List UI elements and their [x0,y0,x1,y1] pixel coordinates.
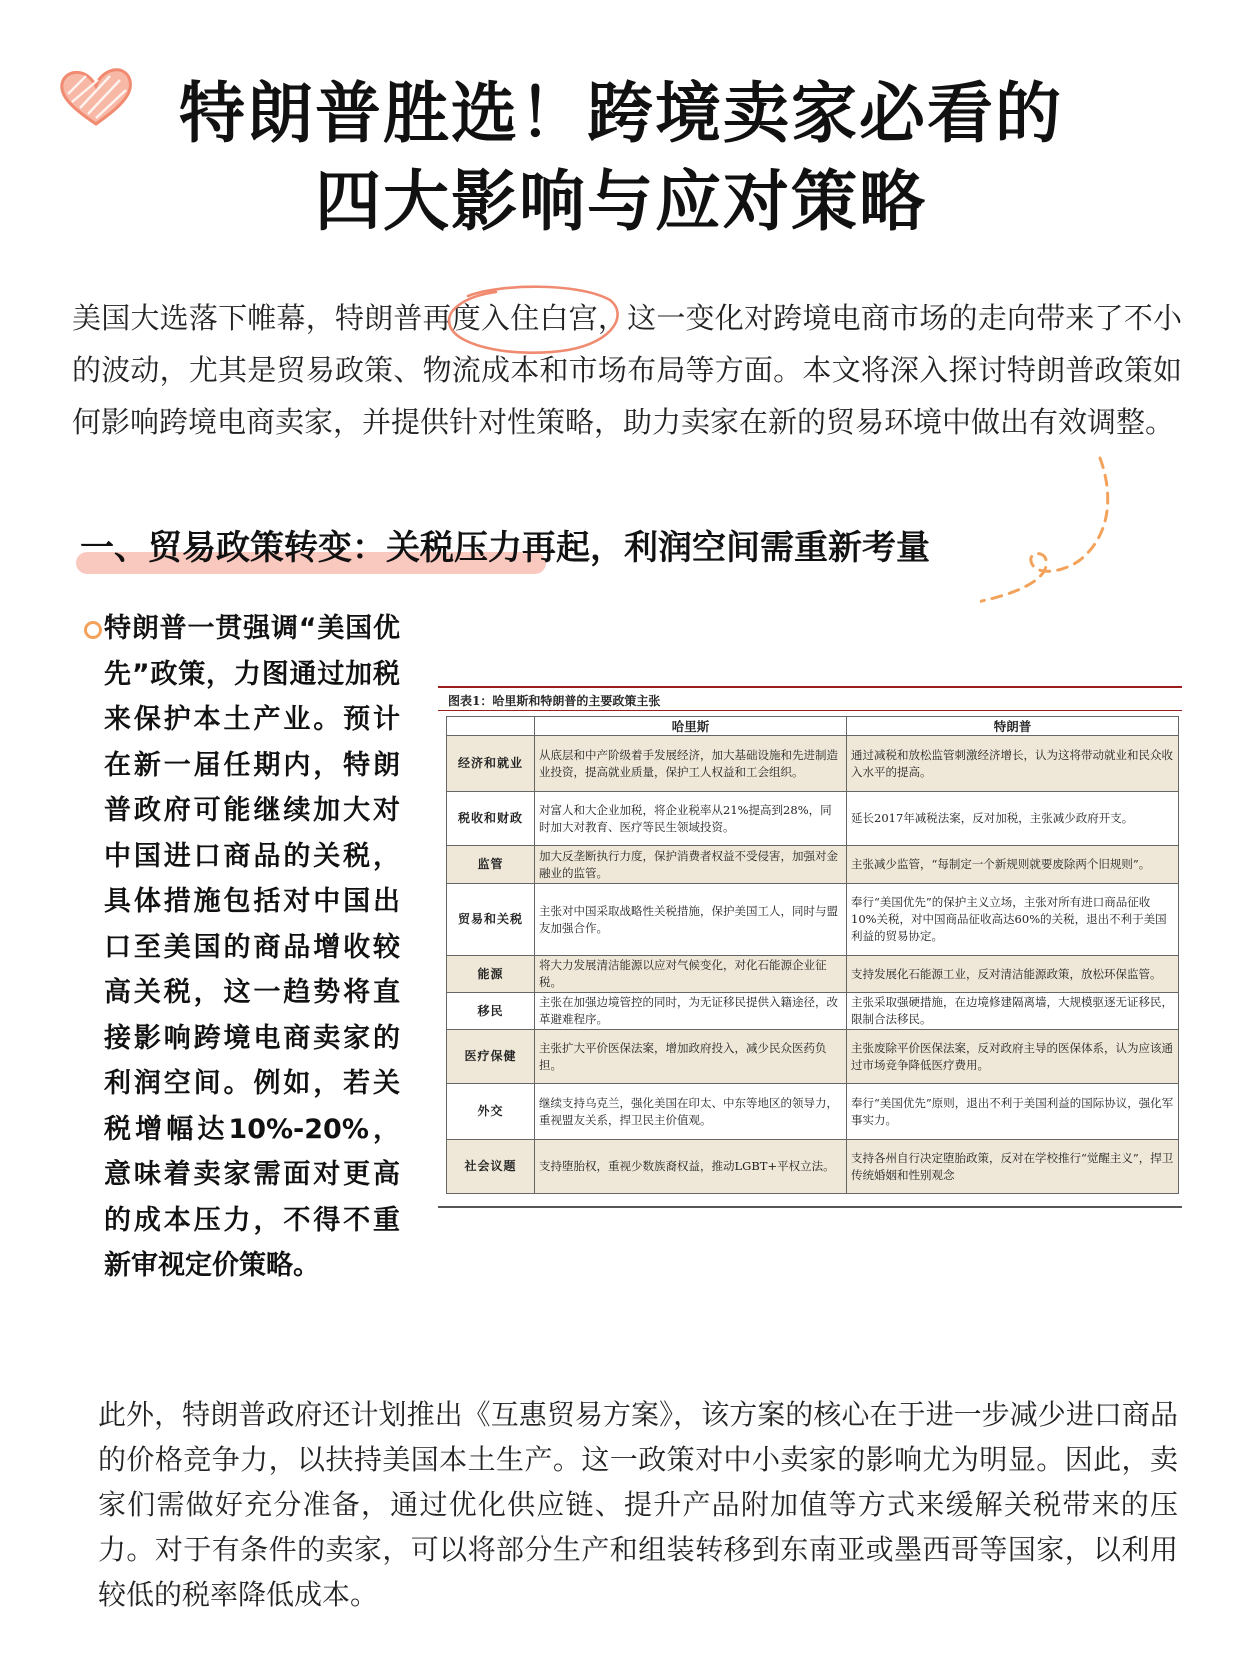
title-line-2: 四大影响与应对策略 [315,163,927,240]
table-caption: 图表1：哈里斯和特朗普的主要政策主张 [448,694,661,708]
table-row [447,1084,1179,1140]
table-cell-harris: 将大力发展清洁能源以应对气候变化，对化石能源企业征税。 [535,956,847,993]
table-cell-trump: 奉行“美国优先”的保护主义立场，主张对所有进口商品征收10%关税，对中国商品征收高达60%的关税，退出不利于美国利益的贸易协定。 [847,884,1179,956]
table-row [447,846,1179,884]
table-cell-harris: 主张扩大平价医保法案，增加政府投入，减少民众医药负担。 [535,1030,847,1084]
table-row [447,736,1179,792]
policy-table-figure [438,686,1182,1216]
table-row [447,792,1179,846]
table-cell-trump: 主张减少监管，“每制定一个新规则就要废除两个旧规则”。 [847,846,1179,884]
table-cell-trump: 支持发展化石能源工业，反对清洁能源政策，放松环保监管。 [847,956,1179,993]
closing-paragraph: 此外，特朗普政府还计划推出《互惠贸易方案》，该方案的核心在于进一步减少进口商品的价格竞争力，以扶持美国本土生产。这一政策对中小卖家的影响尤为明显。因此，卖家们需做好充分准备，通过优化供应链、提升产品附加值等方式来缓解关税带来的压力。对于有条件的卖家，可以将部分生产和组装转移到东南亚或墨西哥等国家，以利用较低的税率降低成本。 [98,1398,1178,1611]
table-cell-trump: 主张采取强硬措施，在边境修建隔离墙，大规模驱逐无证移民，限制合法移民。 [847,993,1179,1030]
table-header-cell [447,717,535,736]
intro-paragraph: 美国大选落下帷幕，特朗普再度入住白宫，这一变化对跨境电商市场的走向带来了不小的波动，尤其是贸易政策、物流成本和市场布局等方面。本文将深入探讨特朗普政策如何影响跨境电商卖家，并提供针对性策略，助力卖家在新的贸易环境中做出有效调整。 [72,301,1182,439]
title-line-1: 特朗普胜选！跨境卖家必看的 [179,75,1063,152]
table-cell-trump: 通过减税和放松监管刺激经济增长，认为这将带动就业和民众收入水平的提高。 [847,736,1179,792]
policy-table [446,716,1179,1194]
table-row [447,1030,1179,1084]
table-cell-trump: 延长2017年减税法案，反对加税，主张减少政府开支。 [847,792,1179,846]
table-cell-category: 经济和就业 [447,736,535,792]
table-row [447,1140,1179,1194]
hand-drawn-circle-icon [438,278,626,358]
table-cell-harris: 主张对中国采取战略性关税措施，保护美国工人，同时与盟友加强合作。 [535,884,847,956]
table-cell-category: 监管 [447,846,535,884]
table-cell-category: 贸易和关税 [447,884,535,956]
table-cell-harris: 对富人和大企业加税，将企业税率从21%提高到28%，同时加大对教育、医疗等民生领域投资。 [535,792,847,846]
table-cell-trump: 主张废除平价医保法案，反对政府主导的医保体系，认为应该通过市场竞争降低医疗费用。 [847,1030,1179,1084]
table-bottom-rule [438,1206,1182,1208]
table-cell-category: 社会议题 [447,1140,535,1194]
dashed-arrow-icon [980,456,1180,621]
table-top-rule [438,686,1182,688]
table-header-row [447,717,1179,736]
table-cell-category: 税收和财政 [447,792,535,846]
page-title [0,70,1242,246]
table-cell-category: 医疗保健 [447,1030,535,1084]
table-header-cell: 特朗普 [847,717,1179,736]
tariff-paragraph: 特朗普一贯强调“美国优先”政策，力图通过加税来保护本土产业。预计在新一届任期内，特朗普政府可能继续加大对中国进口商品的关税，具体措施包括对中国出口至美国的商品增收较高关税，这一趋势将直接影响跨境电商卖家的利润空间。例如，若关税增幅达10%-20%，意味着卖家需面对更高的成本压力，不得不重新审视定价策略。 [104,613,400,1281]
table-cell-category: 移民 [447,993,535,1030]
table-cell-trump: 奉行“美国优先”原则，退出不利于美国利益的国际协议，强化军事实力。 [847,1084,1179,1140]
table-cell-category: 外交 [447,1084,535,1140]
table-cell-category: 能源 [447,956,535,993]
section-heading: 一、贸易政策转变：关税压力再起，利润空间需重新考量 [80,528,930,568]
table-caption-rule [438,710,1182,711]
table-cell-harris: 从底层和中产阶级着手发展经济，加大基础设施和先进制造业投资，提高就业质量，保护工人权益和工会组织。 [535,736,847,792]
table-header-cell: 哈里斯 [535,717,847,736]
table-cell-harris: 主张在加强边境管控的同时，为无证移民提供入籍途径，改革避难程序。 [535,993,847,1030]
circle-bullet-icon [84,621,102,639]
table-row [447,993,1179,1030]
table-cell-harris: 支持堕胎权，重视少数族裔权益，推动LGBT+平权立法。 [535,1140,847,1194]
table-row [447,956,1179,993]
table-cell-harris: 继续支持乌克兰，强化美国在印太、中东等地区的领导力，重视盟友关系，捍卫民主价值观。 [535,1084,847,1140]
table-cell-harris: 加大反垄断执行力度，保护消费者权益不受侵害，加强对金融业的监管。 [535,846,847,884]
table-cell-trump: 支持各州自行决定堕胎政策，反对在学校推行“觉醒主义”，捍卫传统婚姻和性别观念 [847,1140,1179,1194]
table-row [447,884,1179,956]
